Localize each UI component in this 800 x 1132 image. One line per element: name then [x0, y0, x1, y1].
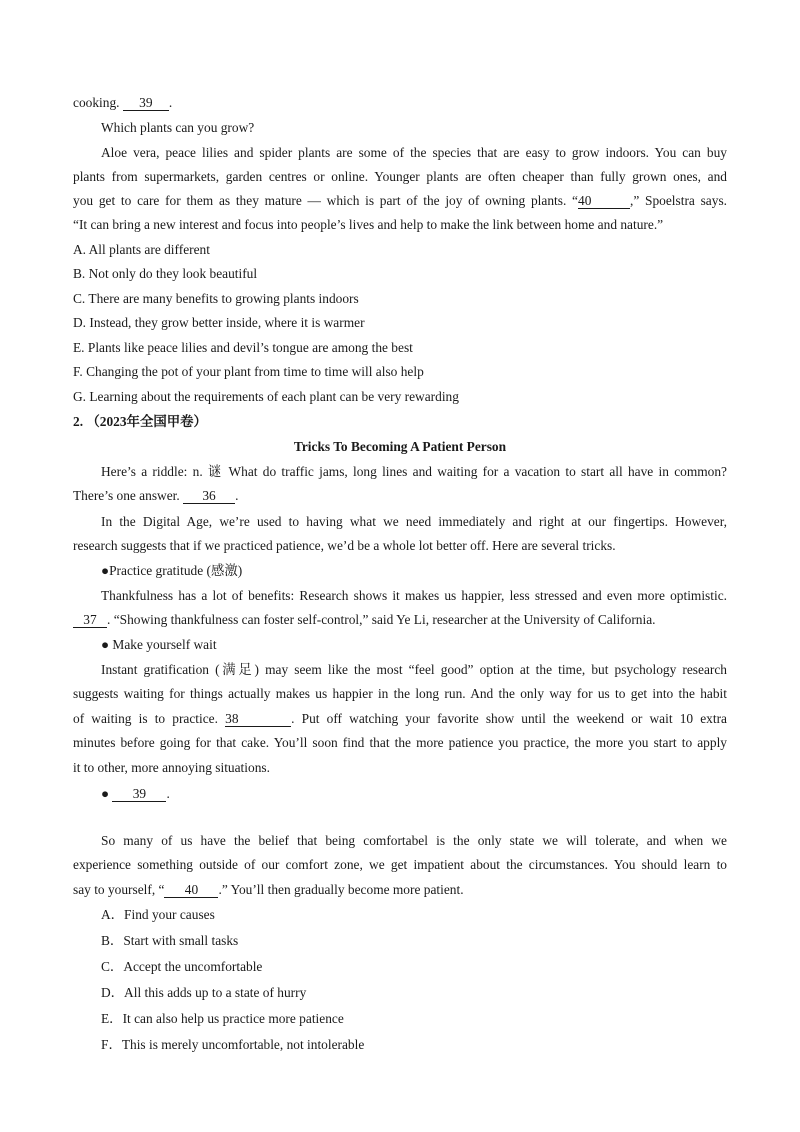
article-line3: In the Digital Age, we’re used to having what we need immediately and right at our fingertips. However,: [101, 514, 727, 529]
subheading-which-plants: Which plants can you grow?: [101, 120, 255, 135]
line-cooking: cooking. 39 .: [73, 95, 173, 110]
para1-line2: plants from supermarkets, garden centres or online. Younger plants are often cheaper than fully grown ones, and: [73, 169, 727, 184]
article-line10: minutes before going for that cake. You’ll soon find that the more patience you practice, the more you start to apply: [73, 735, 727, 750]
para1-line1: Aloe vera, peace lilies and spider plants are some of the species that are easy to grow indoors. You can buy: [101, 145, 727, 160]
option-2b: B．Start with small tasks: [101, 933, 239, 948]
blank-38: 38: [225, 711, 291, 727]
option-2f: F．This is merely uncomfortable, not intolerable: [101, 1037, 365, 1052]
option-2a: A．Find your causes: [101, 907, 215, 922]
article-line7: Instant gratification (满足) may seem like the most “feel good” option at the time, but psychology research: [101, 662, 727, 677]
blank-39: 39: [123, 95, 169, 111]
article-line11: it to other, more annoying situations.: [73, 760, 270, 775]
option-1c: C. There are many benefits to growing plants indoors: [73, 291, 359, 306]
article-line4: research suggests that if we practiced patience, we’d be a whole lot better off. Here are several tricks.: [73, 538, 616, 553]
blank-39-heading: 39: [112, 786, 166, 802]
heading-make-yourself-wait: ● Make yourself wait: [101, 637, 217, 652]
article-line12: So many of us have the belief that being comfortabel is the only state we will tolerate, and when we: [101, 833, 727, 848]
article-line5: Thankfulness has a lot of benefits: Research shows it makes us happier, less stressed and even more optimistic.: [101, 588, 727, 603]
article-line9: of waiting is to practice. 38 . Put off watching your favorite show until the weekend or wait 10 extra: [73, 711, 728, 726]
blank-36: 36: [183, 488, 235, 504]
article-line1: Here’s a riddle: n. 谜 What do traffic jams, long lines and waiting for a vacation to start all have in common?: [101, 464, 727, 479]
option-2d: D．All this adds up to a state of hurry: [101, 985, 307, 1000]
option-1d: D. Instead, they grow better inside, where it is warmer: [73, 315, 365, 330]
question-2-heading: 2. （2023年全国甲卷）: [73, 414, 207, 429]
heading-practice-gratitude: ●Practice gratitude (感激): [101, 563, 243, 578]
option-1b: B. Not only do they look beautiful: [73, 266, 258, 281]
blank-40: 40: [578, 193, 630, 209]
blank-40-article: 40: [164, 882, 218, 898]
option-1f: F. Changing the pot of your plant from time to time will also help: [73, 364, 424, 379]
option-2c: C．Accept the uncomfortable: [101, 959, 263, 974]
option-1a: A. All plants are different: [73, 242, 210, 257]
para1-line4: “It can bring a new interest and focus into people’s lives and help to make the link between home and nature.”: [73, 217, 664, 232]
blank-37: 37: [73, 612, 107, 628]
article-line6: 37 . “Showing thankfulness can foster self-control,” said Ye Li, researcher at the University of California.: [73, 611, 656, 629]
article-title: Tricks To Becoming A Patient Person: [293, 439, 507, 454]
article-line8: suggests waiting for things actually makes us happier in the long run. And the only way for us to get into the habit: [73, 686, 727, 701]
article-line14: say to yourself, “ 40 .” You’ll then gradually become more patient.: [73, 882, 464, 897]
para1-line3: you get to care for them as they mature — which is part of the joy of owning plants. “40 ,” Spoelstra says.: [73, 193, 728, 208]
heading-blank-39: ● 39 .: [101, 786, 170, 801]
article-line13: experience something outside of our comfort zone, we get impatient about the circumstances. You should learn to: [73, 857, 727, 872]
article-line2: There’s one answer. 36 .: [73, 488, 239, 503]
option-1e: E. Plants like peace lilies and devil’s tongue are among the best: [73, 340, 413, 355]
option-1g: G. Learning about the requirements of each plant can be very rewarding: [73, 389, 459, 404]
option-2e: E．It can also help us practice more patience: [101, 1011, 344, 1026]
